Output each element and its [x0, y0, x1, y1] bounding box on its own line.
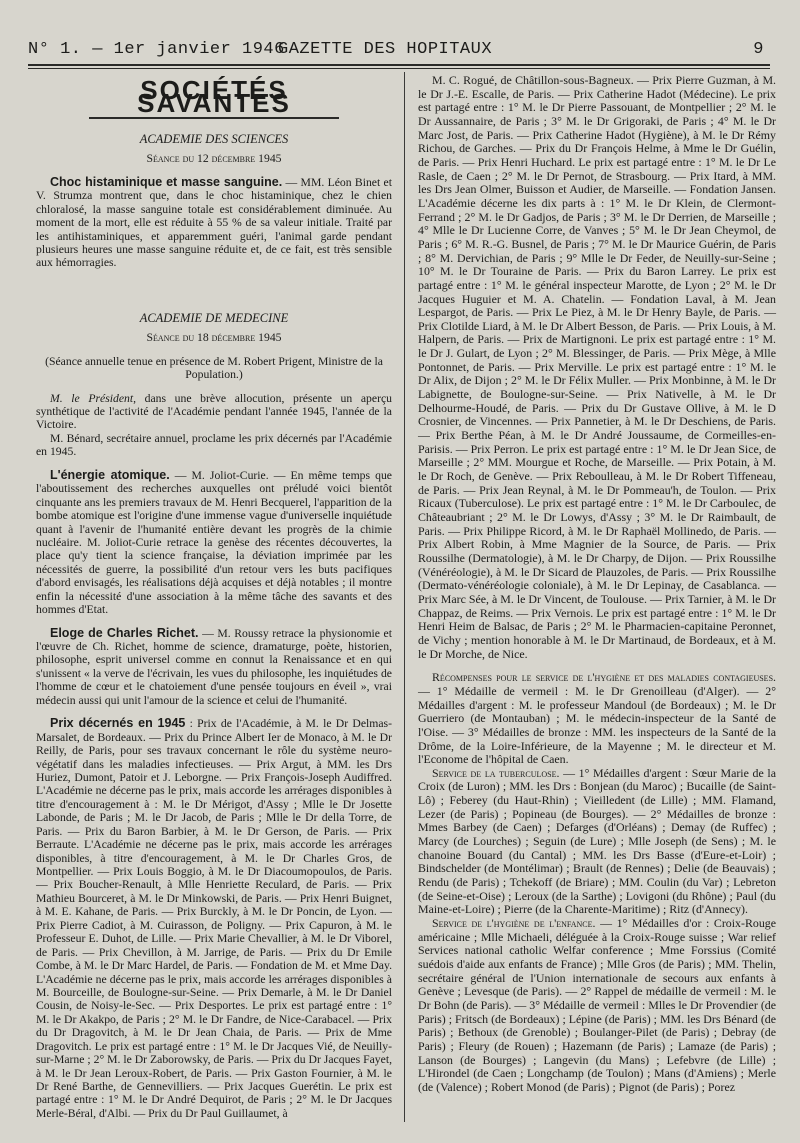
- section-title-box: [89, 75, 339, 119]
- column-divider: [404, 72, 405, 1122]
- header-rule-thick: [28, 64, 770, 66]
- energie-heading: L'énergie atomique.: [50, 467, 170, 482]
- tuberculose-paragraph: [418, 767, 776, 917]
- hygiene-paragraph: [418, 671, 776, 767]
- page-number: 9: [753, 40, 764, 59]
- hygiene-text: — 1° Médaille de vermeil : M. le Dr Grenoilleau (d'Alger). — 2° Médailles d'argent : M. le professeur Mandoul (de Bordeaux) ; M. le Dr Guerriero (de Montauban) ; M. le médecin-inspecteur de la Santé de l'Oise. — 3° Médailles de bronze : MM. les inspecteurs de la Santé de la Drôme, de la Loire-Inférieure, de la Mayenne ; M. le directeur et M. l'Econome de l'hôpital de Caen.: [418, 683, 776, 767]
- academie-sciences-title: ACADEMIE DES SCIENCES: [139, 131, 289, 146]
- president-name: M. le Président: [50, 391, 134, 405]
- right-column: [418, 74, 776, 1095]
- seance-note: (Séance annuelle tenue en présence de M. Robert Prigent, Ministre de la Population.): [45, 354, 383, 382]
- enfance-paragraph: [418, 917, 776, 1095]
- tuberculose-heading: Service de la tuberculose.: [432, 765, 560, 780]
- academie-medecine-title: ACADEMIE DE MEDECINE: [139, 310, 289, 325]
- eloge-heading: Eloge de Charles Richet.: [50, 625, 199, 640]
- seance-medecine: Séance du 18 décembre 1945: [146, 331, 282, 345]
- eloge-text: — M. Roussy retrace la physionomie et l'œuvre de Ch. Richet, homme de science, dramaturge, poète, historien, philosophe, esprit universel comme en connut la Renaissance et en qui s'unissent « la verve de l'écrivain, les vues du philosophe, les inquiétudes de l'homme de cœur et le chatoiement d'une pensée toujours en éveil », vrai médecin aussi qui unit l'amour de la science et celui de l'humanité.: [36, 626, 392, 707]
- eloge-paragraph: [36, 627, 392, 708]
- enfance-text: — 1° Médailles d'or : Croix-Rouge américaine ; Mlle Michaeli, déléguée à la Croix-Rouge suisse ; War relief Services national catholic Welfar conference ; Mme Forssius (Comité suédois d'aide aux enfants de France) ; Mlle Gros (de Paris) ; MM. Thelin, secrétaire général de l'Union internationale de secours aux enfants à Genève ; Levesque (de Paris). — 2° Rappel de médaille de vermeil : M. le Dr Bohn (de Paris). — 3° Médaille de vermeil : Mlles le Dr Provendier (de Paris) ; Fritsch (de Bordeaux) ; Lépine (de Paris) ; MM. les Drs Bénard (de Paris) ; Bethoux (de Grenoble) ; Boulanger-Pilet (de Paris) ; Debray (de Paris) ; Fleury (de Rouen) ; Hazemann (de Paris) ; Lamaze (de Paris) ; Lanson (de Bourges) ; Langevin (du Mans) ; Lefebvre (de Lille) ; L'Hirondel (de Caen ; Longchamp (de Toulon) ; Mans (d'Amiens) ; Merle (de (Valence) ; Robert Monod (de Paris) ; Pignot (de Paris) ; Porez: [418, 916, 777, 1094]
- section-title: SOCIÉTÉS SAVANTES: [137, 75, 291, 119]
- energie-paragraph: [36, 469, 392, 617]
- seance-sciences: Séance du 12 décembre 1945: [146, 152, 282, 166]
- left-column: [36, 76, 392, 1120]
- president-paragraph: [36, 392, 392, 432]
- prix-text: : Prix de l'Académie, à M. le Dr Delmas-Marsalet, de Bordeaux. — Prix du Prince Albert Ier de Monaco, à M. le Dr Reilly, de Paris, pour ses travaux concernant le rôle du système neuro-végétatif dans les maladies infectieuses. — Prix Argut, à MM. les Drs Huriez, Dumont, Patoir et J. Leborgne. — Prix François-Joseph Audiffred. L'Académie ne décerne pas le prix, mais accorde les arrérages disponibles à titre d'encouragement à : M. le Dr Mérigot, d'Assy ; Mlle le Dr Josette Labonde, de Paris ; M. le Dr Jacob, de Paris ; Mlle le Dr della Torre, de Paris. — Prix du Baron Barbier, à M. le Dr Gerson, de Paris. — Prix Berraute. L'Académie ne décerne pas le prix, mais accorde les arrérages disponibles, à titre d'encouragement, à M. le Dr Charles Gros, de Montpellier. — Prix Louis Boggio, à M. le Dr Diacoumopoulos, de Paris. — Prix Boucher-Renault, à Mlle Henriette Reculard, de Paris. — Prix Mathieu Bourceret, à M. le Dr Minkowski, de Paris. — Prix Henri Buignet, à M. E. Kahane, de Paris. — Prix Burckly, à M. le Dr Poncin, de Lyon. — Prix Pierre Cadiot, à M. Cuirasson, de Poligny. — Prix Capuron, à M. le Professeur E. Duhot, de Lille. — Prix Marie Chevallier, à M. le Dr Viborel, de Paris. — Prix Chevillon, à M. Jarrige, de Paris. — Prix du Dr Emile Combe, à M. le Dr Marc Hardel, de Paris. — Fondation de M. et Mme Day. L'Académie ne décerne pas le prix, mais accorde les arrérages disponibles à M. Bourceille, de Boulogne-sur-Seine. — Prix Demarle, à M. le Dr Daniel Cousin, de Noisy-le-Sec. — Prix Desportes. Le prix est partagé entre : 1° M. le Dr Akakpo, de Paris ; 2° M. le Dr Fandre, de Nice-Carabacel. — Prix du Dr Dragovitch, à M. le Dr Jean Chaia, de Paris. — Prix de Mme Dragovitch. Le prix est partagé entre : 1° M. le Dr Jacques Vié, de Neuilly-sur-Marne ; 2° M. le Dr Zaborowsky, de Paris. — Prix du Dr Jacques Fayet, à M. le Dr Jean Leroux-Robert, de Paris. — Prix Gaston Fournier, à M. le Dr René Barthe, de Gennevilliers. — Prix Jacques Guerétin. Le prix est partagé entre : 1° M. le Dr André Dequirot, de Paris ; 2° M. le Dr Jacques Merle-Béral, d'Albi. — Prix du Dr Paul Guillaumet, à: [36, 717, 392, 1120]
- journal-title: GAZETTE DES HOPITAUX: [278, 40, 493, 59]
- benard-text: , secrétaire annuel, proclame les prix décernés par l'Académie en 1945.: [36, 431, 392, 459]
- hygiene-heading: Récompenses pour le service de l'hygiène et des maladies contagieuses.: [432, 670, 776, 685]
- prix-continued-paragraph: M. C. Rogué, de Châtillon-sous-Bagneux. — Prix Pierre Guzman, à M. le Dr J.-E. Escalle, de Paris. — Prix Catherine Hadot (Médecine). Le prix est partagé entre : 1° M. le Dr Pierre Passouant, de Montpellier ; 2° M. le Dr Aussannaire, de Paris ; 3° M. le Dr Grigoraki, de Paris ; 4° M. le Dr Marc Jost, de Paris. — Prix Catherine Hadot (Hygiène), à M. le Dr Rémy Richou, de Garches. — Prix du Dr François Helme, à Mme le Dr Guélin, de Paris. — Prix Henri Huchard. Le prix est partagé entre : 1° M. le Dr Le Rasle, de Caen ; 2° M. le Dr Pernot, de Strasbourg. — Prix Itard, à MM. les Drs Jean Olmer, Buisson et Audier, de Marseille. — Fondation Jansen. L'Académie décerne les dix parts à : 1° M. le Dr Klein, de Clermont-Ferrand ; 2° M. le Dr Gadjos, de Paris ; 3° M. le Dr Derrien, de Marseille ; 4° Mlle le Dr Lucienne Corre, de Vanves ; 5° M. le Dr Jean Cheymol, de Paris ; 6° M. R.-G. Busnel, de Paris ; 7° M. le Dr Maurice Guérin, de Paris ; 8° M. Dervichian, de Paris ; 9° Mlle le Dr Feder, de Neuilly-sur-Seine ; 10° M. le Dr Touraine de Paris. — Prix du Baron Larrey. Le prix est partagé entre : 1° M. le général inspecteur Marotte, de Lyon ; 2° M. le Dr Jacques Huguier et M. A. Chatelin. — Fondation Laval, à M. Jean Lespargot, de Paris. — Prix Le Piez, à M. le Dr Henry Bayle, de Paris. — Prix Clotilde Liard, à M. le Dr Albert Besson, de Paris. — Prix Louis, à M. Halpern, de Paris. — Prix de Martignoni. Le prix est partagé entre : 1° M. le Dr J. Gulart, de Lyon ; 2° M. Blessinger, de Paris. — Prix Mège, à Mlle Pontonnet, de Paris. — Prix Merville. Le prix est partagé entre : 1° M. le Dr Alix, de Dijon ; 2° M. le Dr Félix Muller. — Prix Monbinne, à M. le Dr Labignette, de Boulogne-sur-Seine. — Prix Nativelle, à M. le Dr Delhourme-Houdé, de Paris. — Prix du Dr Gustave Ollive, à M. le D Crosnier, de Vincennes. — Prix Pannetier, à M. le Dr Deschiens, de Paris. — Prix Berthe Péan, à M. le Dr André Joussaume, de Cormeilles-en-Parisis. — Prix Perron. Le prix est partagé entre : 1° M. le Dr Jean Sice, de Marseille ; 2° MM. Mourgue et Roche, de Marseille. — Prix Potain, à M. le Dr Roch, de Genève. — Prix Reboulleau, à M. le Dr Robert Tiffeneau, de Paris. — Prix Jean Reynal, à M. le Dr Pommeau'h, de Toulon. — Prix Ricaux (Tuberculose). Le prix est partagé entre : 1° M. le Dr Carboulec, de Châteaubriant ; 2° M. le Dr Lowys, d'Assy ; 3° M. le Dr Raimbault, de Paris. — Prix Philippe Ricord, à M. le Dr Raphaël Mollinedo, de Paris. — Prix Albert Robin, à Mme Magnier de la Source, de Paris. — Prix Roussilhe (Dermatologie), à M. le Dr Charpy, de Dijon. — Prix Roussilhe (Vénéréologie), à M. le Dr Sicard de Plauzoles, de Paris. — Prix Roussilhe (Dermato-vénéréologie coloniale), à M. le Dr Lepinay, de Casablanca. — Prix Marc Sée, à M. le Dr Vincent, de Toulouse. — Prix Tarnier, à M. le Dr Chappaz, de Reims. — Prix Vernois. Le prix est partagé entre : 1° M. le Dr Henri Heim de Balsac, de Paris ; 2° M. le Pharmacien-capitaine Peronnet, de Vichy ; mention honorable à M. le Dr Martinaud, de Bordeaux, et à M. le Dr Morche, de Nice.: [418, 73, 776, 661]
- benard-paragraph: [36, 432, 392, 459]
- running-header: [28, 40, 776, 64]
- president-text: , dans une brève allocution, présente un aperçu synthétique de l'activité de l'Académie pendant l'année 1945, l'année de la Victoire.: [36, 391, 392, 432]
- header-rule-thin: [28, 68, 770, 69]
- tuberculose-text: — 1° Médailles d'argent : Sœur Marie de la Croix (de Luron) ; MM. les Drs : Bonjean (du Maroc) ; Bucaille (de Saint-Lô) ; Feberey (du Haut-Rhin) ; Vieilledent (de Lille) ; MM. Flamand, Lezer (de Paris) ; Popineau (de Bourges). — 2° Médailles de bronze : Mmes Barbey (de Caen) ; Defarges (d'Orléans) ; Demay (de Ruffec) ; Marcy (de Lourches) ; Seguin (de Lure) ; Mlle Joseph (de Sens) ; M. le chanoine Bouard (du Cantal) ; MM. les Drs Basse (d'Eure-et-Loir) ; Bindschelder (de Montélimar) ; Brault (de Rennes) ; Delie (de Beauvais) ; Rendu (de Paris) ; Tchekoff (de Briare) ; MM. Coulin (du Var) ; Lebreton (de Seine-et-Oise) ; Leroux (de la Sarthe) ; Lovigoni (du Rhône) ; Paul (du Maine-et-Loire) ; Pierre (de la Charente-Maritime) ; Ritz (d'Annecy).: [418, 765, 776, 917]
- enfance-heading: Service de l'hygiène de l'enfance.: [432, 916, 596, 931]
- choc-paragraph: [36, 176, 392, 270]
- issue-date: N° 1. — 1er janvier 1946: [28, 40, 285, 59]
- prix-heading: Prix décernés en 1945: [50, 716, 186, 731]
- choc-text: — MM. Léon Binet et V. Strumza montrent que, dans le choc histaminique, chez le chien chloralosé, la masse sanguine totale est considérablement diminuée. Au moment de la mort, elle est réduite à 55 % de sa valeur initiale. Traité par les antihistaminiques, et apparemment guéri, l'animal garde pendant plusieurs heures une masse sanguine réduite et, de ce fait, est très sensible aux hémorragies.: [36, 175, 392, 270]
- choc-heading: Choc histaminique et masse sanguine.: [50, 174, 283, 189]
- energie-text: — M. Joliot-Curie. — En même temps que l'aboutissement des recherches auxquelles ont préludé voici bientôt cinquante ans les premiers travaux de M. Henri Becquerel, l'apparition de la bombe atomique est l'origine d'une immense vague d'universelle inquiétude quant à l'avenir de l'humanité entière devant les progrès de la chimie nucléaire. M. Joliot-Curie retrace la genèse des récentes découvertes, la place qu'y tient la science française, la déviation imprimée par les nécessités de guerre, la possibilité d'un retour vers les buts pacifiques d'abord envisagés, les réalisations déjà acquises et déjà notables ; il montre enfin la nécessité d'une association à la même tâche des savants et des hommes d'Etat.: [36, 468, 392, 617]
- prix-paragraph: [36, 717, 392, 1120]
- benard-name: M. Bénard: [50, 431, 101, 445]
